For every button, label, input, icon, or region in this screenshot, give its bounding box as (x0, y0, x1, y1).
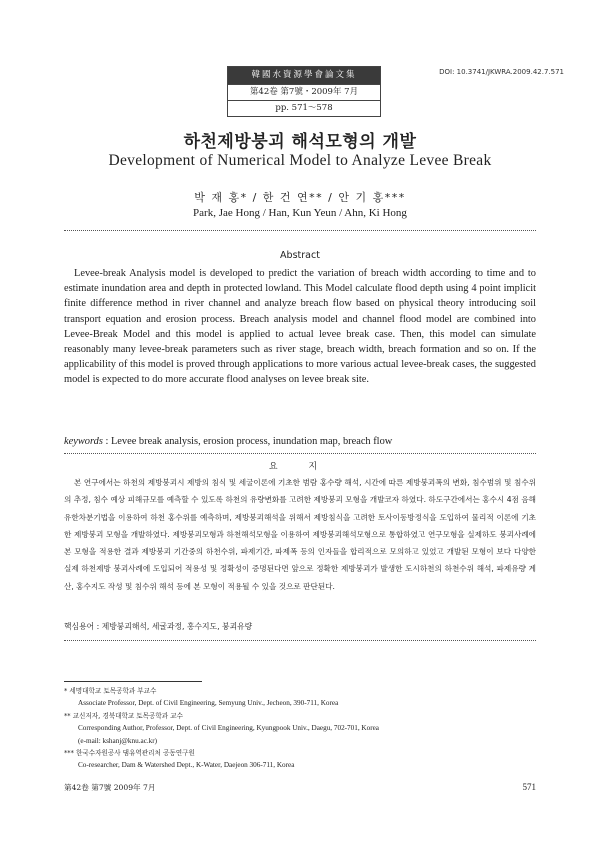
footnotes (64, 685, 536, 772)
footnote-affiliation-english: Co-researcher, Dam & Watershed Dept., K-Water, Daejeon 306-711, Korea (78, 761, 295, 770)
keywords-text: Levee break analysis, erosion process, inundation map, breach flow (110, 436, 393, 447)
footnote-rule (64, 681, 202, 682)
paper-title-english: Development of Numerical Model to Analyze Levee Break (108, 152, 492, 169)
doi-text: DOI: 10.3741/JKWRA.2009.42.7.571 (439, 68, 564, 76)
authors-english: Park, Jae Hong / Han, Kun Yeun / Ahn, Ki Hong (193, 207, 407, 219)
footnote-affiliation-english: Associate Professor, Dept. of Civil Engineering, Semyung Univ., Jecheon, 390-711, Korea (78, 699, 339, 708)
page-range: pp. 571～578 (228, 100, 380, 116)
korean-keywords-line (64, 621, 252, 632)
page-number: 571 (522, 782, 536, 792)
paper-title-korean: 하천제방붕괴 해석모형의 개발 (183, 132, 417, 152)
korean-abstract-body: 본 연구에서는 하천의 제방붕괴시 제방의 침식 및 세굴이론에 기초한 범람 홍수량 해석, 시간에 따른 제방붕괴폭의 변화, 침수범위 및 침수위의 추정, 침수 예상 피해규모를 예측할 수 있도록 하천의 유량변화를 고려한 제방붕괴 모형을 개발코자 하였다. 하도구간에서는 홍수시 4점 음해 유한차분기법을 이용하여 하천 홍수위를 예측하며, 제방붕괴해석을 위해서 제방침식을 고려한 토사이동방정식을 도입하여 물리적 이론에 기초한 제방붕괴 모형을 개발하였다. 제방붕괴모형과 하천해석모형을 이용하여 제방붕괴해석모형으로 통합하였고 연구모형을 실제하도 붕괴사례에 본 모형을 적용한 결과 제방붕괴 기간중의 하천수위, 파제기간, 파제폭 등의 인자들을 합리적으로 모의하고 있었고 개발된 모형이 보다 다양한 실제 하천제방 붕괴사례에 도입되어 적용성 및 정확성이 증명된다면 앞으로 정확한 제방붕괴가 발생한 도시하천의 하천수위 해석, 파제유량 계산, 홍수지도 작성 및 침수위 해석 등에 본 모형이 적용될 수 있을 것으로 판단된다. (64, 478, 536, 591)
footnote-affiliation-korean: *** 한국수자원공사 댐유역관리처 공동연구원 (64, 749, 195, 758)
footnote-affiliation-english: Corresponding Author, Professor, Dept. of Civil Engineering, Kyungpook Univ., Daegu, 702-701, Korea (78, 724, 379, 733)
authors-korean: 박 재 홍* / 한 건 연** / 안 기 홍*** (194, 191, 406, 204)
keywords-separator: : (102, 436, 111, 447)
footer-journal-issue: 第42卷 第7號 2009年 7月 (64, 783, 156, 792)
korean-abstract-heading: 요 지 (268, 462, 332, 472)
keywords-label: keywords (64, 436, 103, 447)
divider-dotted (64, 453, 536, 454)
journal-info-box (227, 66, 381, 117)
volume-issue: 第42卷 第7號・2009年 7月 (228, 84, 380, 100)
divider-dotted (64, 230, 536, 231)
footnote-email: (e-mail: kshanj@knu.ac.kr) (78, 736, 158, 745)
abstract-body: Levee-break Analysis model is developed to predict the variation of breach width according to time and to estimate inundation area and depth in protected lowland. This Model calculate flood depth using 4 point implicit finite difference method in river channel and analyze breach flow based on physical theory introducing soil transport equation and erosion process. Breach analysis model and channel flood model are combined into Levee-Break Model and this model is applied to actual levee break case. Then, this model can simulate reasonably many levee-break parameters such as river stage, breach width, breach formation and so on. If the applicability of this model is proved through applications to more various actual levee-break cases, the suggested model is expected to do more accurate flood analyses on levee break site. (64, 268, 536, 386)
divider-dotted (64, 640, 536, 641)
journal-title: 韓國水資源學會論文集 (228, 67, 380, 84)
korean-keywords-separator: : (94, 622, 102, 631)
page-footer (64, 782, 536, 793)
korean-keywords-label: 핵심용어 (64, 622, 95, 631)
footnote-affiliation-korean: ** 교신저자, 경북대학교 토목공학과 교수 (64, 711, 183, 720)
korean-keywords-text: 제방붕괴해석, 세굴과정, 홍수지도, 붕괴유량 (101, 622, 253, 631)
footnote-affiliation-korean: * 세명대학교 토목공학과 부교수 (64, 687, 157, 695)
abstract-heading: Abstract (280, 250, 320, 261)
keywords-line (64, 436, 536, 447)
